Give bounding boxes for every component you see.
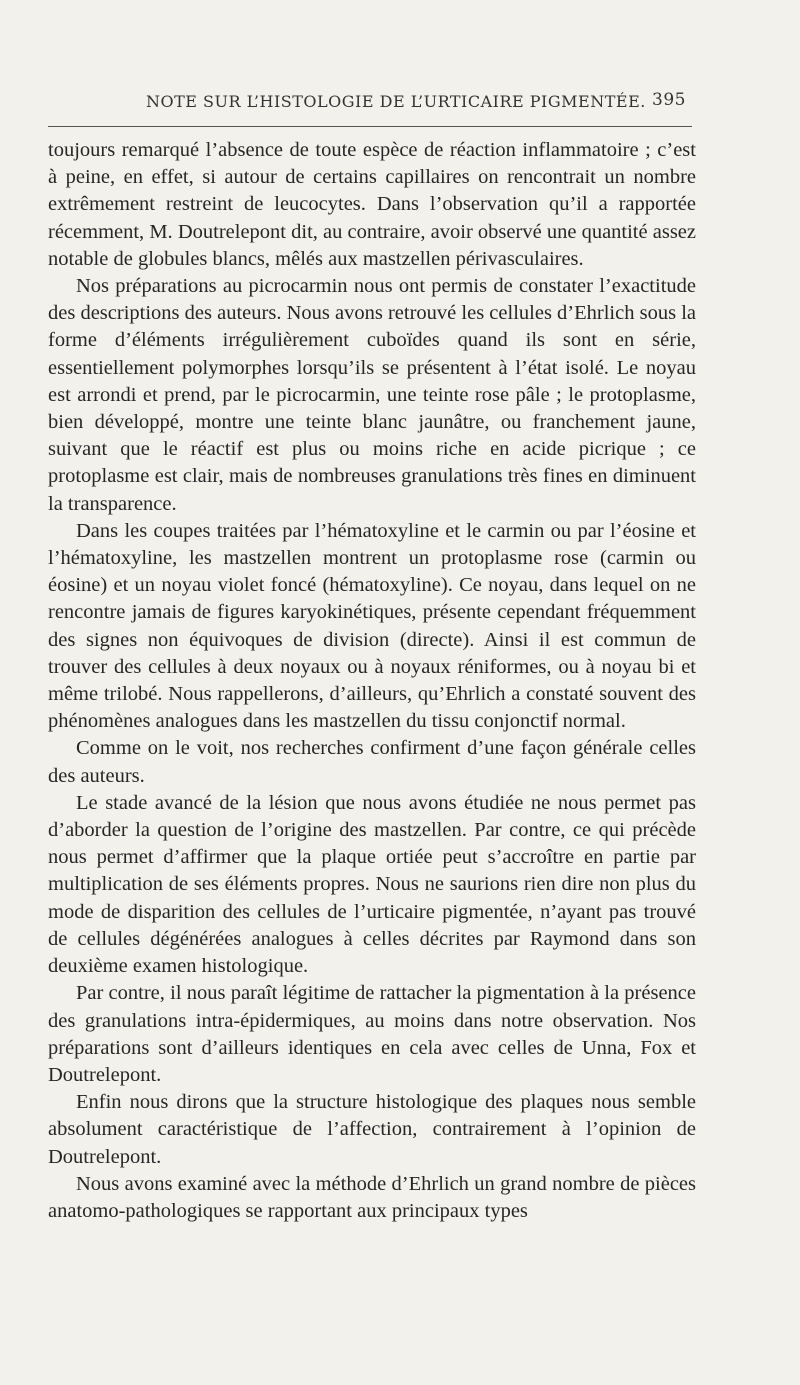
running-title: NOTE SUR L’HISTOLOGIE DE L’URTICAIRE PIGMENTÉE.	[146, 92, 646, 111]
paragraph: Le stade avancé de la lésion que nous avons étudiée ne nous permet pas d’aborder la question de l’origine des mastzellen. Par contre, ce qui précède nous permet d’affirmer que la plaque ortiée peut s’accroître en partie par multiplication de ses éléments propres. Nous ne saurions rien dire non plus du mode de disparition des cellules de l’urticaire pigmentée, n’ayant pas trouvé de cellules dégénérées analogues à celles décrites par Raymond dans son deuxième examen histologique.	[48, 791, 696, 978]
page	[48, 88, 696, 1225]
paragraph: Nous avons examiné avec la méthode d’Ehrlich un grand nombre de pièces anatomo-pathologiques se rapportant aux principaux types	[48, 1172, 696, 1222]
paragraph: Nos préparations au picrocarmin nous ont permis de constater l’exactitude des descriptions des auteurs. Nous avons retrouvé les cellules d’Ehrlich sous la forme d’éléments irrégulièrement cuboïdes quand ils sont en série, essentiellement polymorphes lorsqu’ils se présentent à l’état isolé. Le noyau est arrondi et prend, par le picrocarmin, une teinte rose pâle ; le protoplasme, bien développé, montre une teinte blanc jaunâtre, ou franchement jaune, suivant que le réactif est plus ou moins riche en acide picrique ; ce protoplasme est clair, mais de nombreuses granulations très fines en diminuent la transparence.	[48, 275, 696, 515]
paragraph: toujours remarqué l’absence de toute espèce de réaction inflammatoire ; c’est à peine, en effet, si autour de certains capillaires on rencontrait un nombre extrêmement restreint de leucocytes. Dans l’observation qu’il a rapportée récemment, M. Doutrelepont dit, au contraire, avoir observé une quantité assez notable de globules blancs, mêlés aux mastzellen périvasculaires.	[48, 139, 696, 270]
paragraph: Enfin nous dirons que la structure histologique des plaques nous semble absolument caractéristique de l’affection, contrairement à l’opinion de Doutrelepont.	[48, 1091, 696, 1168]
paragraph: Dans les coupes traitées par l’hématoxyline et le carmin ou par l’éosine et l’hématoxyline, les mastzellen montrent un protoplasme rose (carmin ou éosine) et un noyau violet foncé (hématoxyline). Ce noyau, dans lequel on ne rencontre jamais de figures karyokinétiques, présente cependant fréquemment des signes non équivoques de division (directe). Ainsi il est commun de trouver des cellules à deux noyaux ou à noyaux réniformes, ou à noyau bi et même trilobé. Nous rappellerons, d’ailleurs, qu’Ehrlich a constaté souvent des phénomènes analogues dans les mastzellen du tissu conjonctif normal.	[48, 519, 696, 733]
page-number: 395	[652, 90, 686, 110]
paragraph: Comme on le voit, nos recherches confirment d’une façon générale celles des auteurs.	[48, 737, 696, 787]
running-head	[48, 88, 696, 116]
header-rule	[48, 126, 692, 127]
paragraph: Par contre, il nous paraît légitime de rattacher la pigmentation à la présence des granulations intra-épidermiques, au moins dans notre observation. Nos préparations sont d’ailleurs identiques en cela avec celles de Unna, Fox et Doutrelepont.	[48, 982, 696, 1086]
body-text	[48, 137, 696, 1225]
